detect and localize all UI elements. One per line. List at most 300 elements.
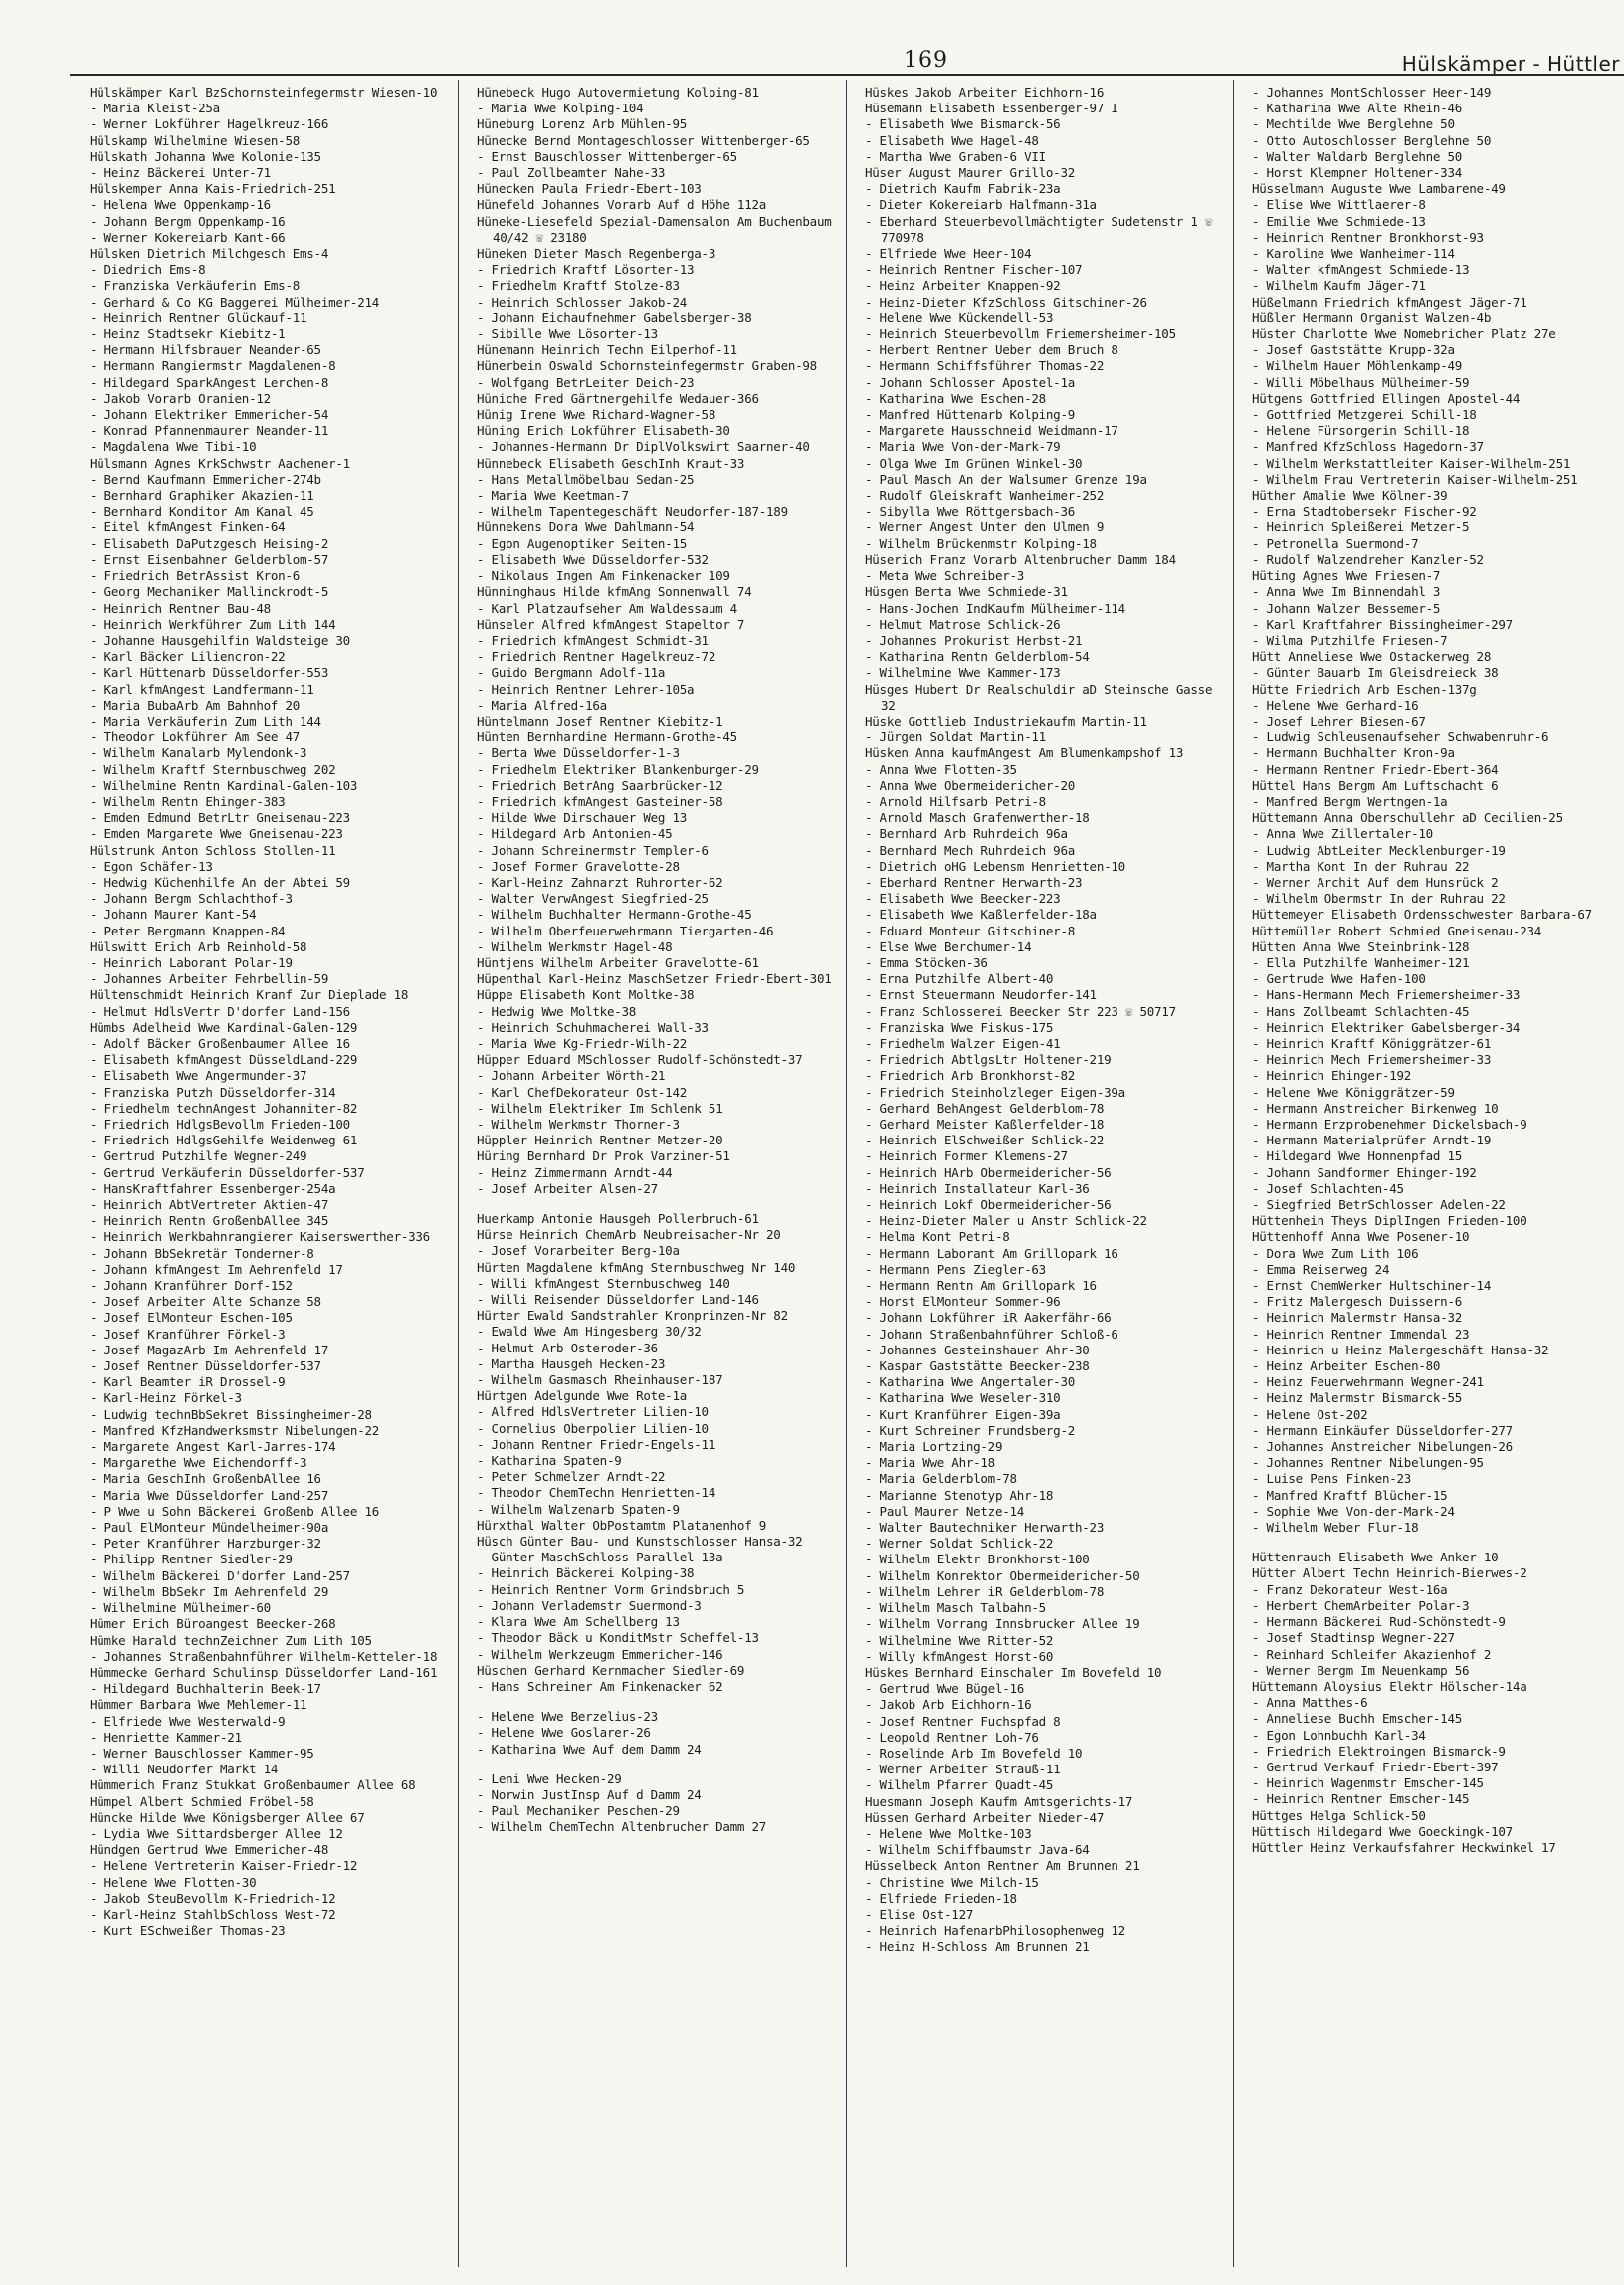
directory-entry: Hüring Bernhard Dr Prok Varziner-51: [477, 1148, 730, 1164]
entry-gap: [477, 1197, 840, 1211]
directory-entry: - Egon Schäfer-13: [90, 858, 213, 874]
directory-entry: - Josef Lehrer Biesen-67: [1252, 713, 1426, 728]
directory-entry: - Friedrich Elektroingen Bismarck-9: [1252, 1743, 1506, 1759]
directory-entry: Hüttges Helga Schlick-50: [1252, 1807, 1426, 1823]
directory-entry: - P Wwe u Sohn Bäckerei Großenb Allee 16: [90, 1503, 380, 1519]
directory-entry: - Eberhard Steuerbevollmächtigter Sudetenstr 1 ☏ 770978: [865, 213, 1213, 245]
directory-column-4: [1233, 80, 1624, 2267]
directory-entry: Hütten Anna Wwe Steinbrink-128: [1252, 938, 1470, 954]
directory-entry: - Maria Lortzing-29: [865, 1439, 1003, 1455]
directory-entry: - Wilhelm Obermstr In der Ruhrau 22: [1252, 891, 1506, 907]
directory-entry: - Günter Bauarb Im Gleisdreieck 38: [1252, 665, 1499, 681]
directory-entry: Hüster Charlotte Wwe Nomebricher Platz 27e: [1252, 326, 1556, 342]
directory-entry: - Heinrich Rentner Emscher-145: [1252, 1791, 1470, 1807]
directory-entry: - Hans Metallmöbelbau Sedan-25: [477, 471, 695, 487]
directory-entry: - Emden Edmund BetrLtr Gneisenau-223: [90, 810, 350, 826]
directory-entry: - Herbert ChemArbeiter Polar-3: [1252, 1597, 1470, 1613]
directory-entry: - Karoline Wwe Wanheimer-114: [1252, 246, 1455, 262]
directory-entry: - Friedrich BetrAng Saarbrücker-12: [477, 777, 723, 793]
directory-entry: - Willi Möbelhaus Mülheimer-59: [1252, 374, 1470, 390]
directory-entry: Hüßler Hermann Organist Walzen-4b: [1252, 310, 1492, 325]
directory-entry: Hüppe Elisabeth Kont Moltke-38: [477, 987, 695, 1003]
directory-entry: Hüpper Eduard MSchlosser Rudolf-Schönstedt-37: [477, 1052, 803, 1068]
page-number: 169: [904, 48, 948, 73]
directory-entry: - Horst ElMonteur Sommer-96: [865, 1294, 1061, 1310]
directory-entry: - Wilhelm Werkzeugm Emmericher-146: [477, 1646, 723, 1662]
directory-entry: Hürten Magdalene kfmAng Sternbuschweg Nr 140: [477, 1259, 796, 1275]
directory-entry: - Helene Wwe Goslarer-26: [477, 1725, 651, 1741]
directory-entry: - Bernhard Graphiker Akazien-11: [90, 488, 314, 504]
directory-entry: - Heinz H-Schloss Am Brunnen 21: [865, 1939, 1090, 1955]
directory-entry: Hüting Agnes Wwe Friesen-7: [1252, 568, 1441, 584]
directory-entry: - Friedrich Arb Bronkhorst-82: [865, 1068, 1075, 1084]
directory-entry: Hüttemann Aloysius Elektr Hölscher-14a: [1252, 1678, 1527, 1694]
directory-entry: Hüniche Fred Gärtnergehilfe Wedauer-366: [477, 390, 759, 406]
directory-entry: - Elise Wwe Wittlaerer-8: [1252, 197, 1426, 213]
directory-entry: - Konrad Pfannenmaurer Neander-11: [90, 423, 329, 439]
directory-entry: - Manfred KfzSchloss Hagedorn-37: [1252, 439, 1484, 455]
directory-entry: - Maria Alfred-16a: [477, 697, 607, 713]
directory-entry: Hünerbein Oswald Schornsteinfegermstr Graben-98: [477, 358, 817, 374]
directory-entry: Hüserich Franz Vorarb Altenbrucher Damm 184: [865, 551, 1176, 567]
directory-entry: Hünecke Bernd Montageschlosser Wittenberger-65: [477, 132, 810, 148]
directory-entry: - Wilhelm Werkmstr Hagel-48: [477, 938, 673, 954]
directory-entry: - Ewald Wwe Am Hingesberg 30/32: [477, 1324, 702, 1340]
directory-entry: - Wilhelm Werkmstr Thorner-3: [477, 1117, 680, 1132]
directory-entry: - Anna Wwe Im Binnendahl 3: [1252, 584, 1441, 600]
directory-entry: - Wilhelm Oberfeuerwehrmann Tiergarten-46: [477, 923, 774, 938]
directory-column-3: [846, 80, 1233, 2267]
directory-entry: - Anna Wwe Obermeidericher-20: [865, 777, 1075, 793]
directory-entry: - Helene Wwe Kückendell-53: [865, 310, 1054, 325]
directory-entry: - Franz Dekorateur West-16a: [1252, 1581, 1448, 1597]
directory-entry: - Karl Bäcker Liliencron-22: [90, 649, 286, 665]
directory-entry: - Martha Hausgeh Hecken-23: [477, 1355, 666, 1371]
directory-entry: - Wilhelm Elektr Bronkhorst-100: [865, 1552, 1090, 1567]
directory-entry: - Johannes-Hermann Dr DiplVolkswirt Saarner-40: [477, 439, 810, 455]
directory-entry: - Maria Wwe Keetman-7: [477, 488, 629, 504]
directory-entry: - Maria Kleist-25a: [90, 101, 220, 116]
directory-entry: - Sibille Wwe Lösorter-13: [477, 326, 658, 342]
directory-entry: - Wilhelm ChemTechn Altenbrucher Damm 27: [477, 1819, 767, 1835]
directory-entry: - Johann Lokführer iR Aakerfähr-66: [865, 1310, 1112, 1326]
directory-entry: - Heinrich Rentner Immendal 23: [1252, 1326, 1470, 1342]
directory-entry: Hüttler Heinz Verkaufsfahrer Heckwinkel 17: [1252, 1839, 1556, 1855]
directory-entry: - Karl-Heinz Förkel-3: [90, 1390, 242, 1406]
directory-entry: - Werner Arbeiter Strauß-11: [865, 1762, 1061, 1777]
directory-entry: - Jakob SteuBevollm K-Friedrich-12: [90, 1890, 336, 1906]
directory-entry: - Wilhelm Kraftf Sternbuschweg 202: [90, 761, 336, 777]
directory-entry: Hüskes Jakob Arbeiter Eichhorn-16: [865, 85, 1105, 100]
directory-entry: Hüppler Heinrich Rentner Metzer-20: [477, 1133, 723, 1148]
running-head: Hülskämper - Hüttler: [1401, 52, 1620, 76]
directory-entry: Hültenschmidt Heinrich Kranf Zur Dieplade 18: [90, 987, 409, 1003]
directory-entry: - Hildegard Arb Antonien-45: [477, 826, 673, 842]
directory-entry: - Heinrich HafenarbPhilosophenweg 12: [865, 1923, 1125, 1939]
directory-entry: - Theodor Bäck u KonditMstr Scheffel-13: [477, 1630, 759, 1646]
directory-entry: - Wilhelmine Wwe Ritter-52: [865, 1632, 1054, 1648]
directory-entry: Hütt Anneliese Wwe Ostackerweg 28: [1252, 649, 1492, 665]
directory-entry: - Jakob Arb Eichhorn-16: [865, 1697, 1032, 1713]
directory-entry: - Wilhelm Werkstattleiter Kaiser-Wilhelm-251: [1252, 455, 1571, 471]
directory-entry: - Christine Wwe Milch-15: [865, 1874, 1039, 1890]
directory-entry: - Helene Wwe Berzelius-23: [477, 1709, 658, 1725]
directory-entry: - Siegfried BetrSchlosser Adelen-22: [1252, 1197, 1506, 1213]
directory-entry: - Hermann Erzprobenehmer Dickelsbach-9: [1252, 1117, 1527, 1132]
directory-entry: - Friedrich kfmAngest Schmidt-31: [477, 632, 709, 648]
directory-entry: - Johann Bergm Schlachthof-3: [90, 891, 293, 907]
directory-entry: - Margarete Hausschneid Weidmann-17: [865, 423, 1118, 439]
directory-entry: - Johannes Straßenbahnführer Wilhelm-Ketteler-18: [90, 1648, 438, 1664]
directory-entry: - Maria Verkäuferin Zum Lith 144: [90, 713, 321, 728]
directory-entry: - Philipp Rentner Siedler-29: [90, 1552, 293, 1567]
directory-entry: Hünninghaus Hilde kfmAng Sonnenwall 74: [477, 584, 752, 600]
directory-entry: - Alfred HdlsVertreter Lilien-10: [477, 1404, 709, 1420]
directory-entry: - Bernhard Konditor Am Kanal 45: [90, 504, 314, 519]
directory-entry: - Willi kfmAngest Sternbuschweg 140: [477, 1275, 730, 1291]
directory-entry: - Ernst ChemWerker Hultschiner-14: [1252, 1278, 1492, 1294]
directory-entry: Hüning Erich Lokführer Elisabeth-30: [477, 423, 730, 439]
directory-entry: - Heinz-Dieter KfzSchloss Gitschiner-26: [865, 294, 1147, 310]
directory-entry: Hütgens Gottfried Ellingen Apostel-44: [1252, 390, 1521, 406]
directory-entry: - Hermann Rangiermstr Magdalenen-8: [90, 358, 336, 374]
directory-entry: - Katharina Wwe Weseler-310: [865, 1390, 1061, 1406]
directory-entry: - Hermann Hilfsbrauer Neander-65: [90, 342, 321, 358]
directory-entry: - Peter Kranführer Harzburger-32: [90, 1536, 321, 1552]
directory-entry: - Ludwig technBbSekret Bissingheimer-28: [90, 1406, 372, 1422]
directory-entry: - Arnold Masch Grafenwerther-18: [865, 810, 1090, 826]
directory-entry: - Johann BbSekretär Tonderner-8: [90, 1245, 314, 1261]
directory-entry: - Berta Wwe Düsseldorfer-1-3: [477, 745, 680, 761]
directory-entry: - Heinz Feuerwehrmann Wegner-241: [1252, 1374, 1484, 1390]
directory-entry: - Martha Wwe Graben-6 VII: [865, 148, 1046, 164]
directory-entry: - Wilhelm Pfarrer Quadt-45: [865, 1777, 1054, 1793]
directory-entry: - Maria Wwe Ahr-18: [865, 1455, 995, 1471]
directory-entry: - Rudolf Walzendreher Kanzler-52: [1252, 551, 1484, 567]
directory-entry: - Karl ChefDekorateur Ost-142: [477, 1084, 687, 1100]
directory-entry: - Leopold Rentner Loh-76: [865, 1729, 1039, 1745]
directory-entry: - Elisabeth Wwe Düsseldorfer-532: [477, 551, 709, 567]
directory-entry: Hüsch Günter Bau- und Kunstschlosser Hansa-32: [477, 1534, 803, 1550]
directory-entry: - Walter VerwAngest Siegfried-25: [477, 891, 709, 907]
directory-entry: - Johann kfmAngest Im Aehrenfeld 17: [90, 1261, 343, 1277]
directory-entry: - Helene Fürsorgerin Schill-18: [1252, 423, 1470, 439]
directory-entry: - Eduard Monteur Gitschiner-8: [865, 923, 1075, 938]
directory-entry: - Emma Reiserweg 24: [1252, 1261, 1390, 1277]
directory-entry: - Josef MagazArb Im Aehrenfeld 17: [90, 1342, 329, 1357]
directory-entry: Hülskath Johanna Wwe Kolonie-135: [90, 148, 321, 164]
directory-entry: - Heinrich Spleißerei Metzer-5: [1252, 519, 1470, 535]
directory-entry: - Heinrich Rentn GroßenbAllee 345: [90, 1213, 329, 1229]
directory-entry: - Friedrich BetrAssist Kron-6: [90, 568, 300, 584]
directory-entry: - Fritz Malergesch Duissern-6: [1252, 1294, 1462, 1310]
directory-entry: - Wilhelm Weber Flur-18: [1252, 1520, 1419, 1536]
directory-entry: - Johannes Arbeiter Fehrbellin-59: [90, 971, 329, 987]
directory-entry: - Hans-Jochen IndKaufm Mülheimer-114: [865, 600, 1125, 616]
directory-entry: - Anna Matthes-6: [1252, 1695, 1368, 1711]
directory-entry: - Adolf Bäcker Großenbaumer Allee 16: [90, 1035, 350, 1051]
directory-entry: Hünten Bernhardine Hermann-Grothe-45: [477, 729, 737, 745]
directory-entry: - Friedrich kfmAngest Gasteiner-58: [477, 793, 723, 809]
directory-entry: - Gerhard BehAngest Gelderblom-78: [865, 1100, 1105, 1116]
directory-entry: - Wilhelm BbSekr Im Aehrenfeld 29: [90, 1583, 329, 1599]
directory-entry: Hüttenhoff Anna Wwe Posener-10: [1252, 1229, 1470, 1245]
directory-entry: - Ernst Eisenbahner Gelderblom-57: [90, 551, 329, 567]
directory-entry: - Johann Schreinermstr Templer-6: [477, 842, 709, 858]
directory-entry: Hümbs Adelheid Wwe Kardinal-Galen-129: [90, 1019, 358, 1035]
directory-entry: - Hermann Rentn Am Grillopark 16: [865, 1278, 1097, 1294]
directory-entry: - Egon Lohnbuchh Karl-34: [1252, 1727, 1426, 1743]
directory-entry: Hünseler Alfred kfmAngest Stapeltor 7: [477, 616, 745, 632]
directory-entry: - Johanne Hausgehilfin Waldsteige 30: [90, 632, 350, 648]
directory-entry: - Heinrich Rentner Bau-48: [90, 600, 271, 616]
directory-entry: - Guido Bergmann Adolf-11a: [477, 665, 666, 681]
directory-entry: - Heinrich HArb Obermeidericher-56: [865, 1164, 1112, 1180]
directory-entry: - Leni Wwe Hecken-29: [477, 1770, 622, 1786]
directory-entry: - Günter MaschSchloss Parallel-13a: [477, 1550, 723, 1565]
directory-entry: Hüneken Dieter Masch Regenberga-3: [477, 246, 716, 262]
directory-entry: - Wilhelm Schiffbaumstr Java-64: [865, 1842, 1090, 1858]
directory-entry: Hüsges Hubert Dr Realschuldir aD Steinsche Gasse 32: [865, 681, 1213, 713]
directory-entry: - Gottfried Metzgerei Schill-18: [1252, 407, 1477, 423]
directory-entry: - Maria Wwe Kg-Friedr-Wilh-22: [477, 1035, 687, 1051]
directory-entry: - Heinz Arbeiter Knappen-92: [865, 278, 1061, 294]
directory-entry: - Heinrich Werkführer Zum Lith 144: [90, 616, 336, 632]
directory-entry: - Heinrich Steuerbevollm Friemersheimer-105: [865, 326, 1176, 342]
directory-entry: - Katharina Wwe Auf dem Damm 24: [477, 1741, 702, 1757]
directory-entry: - Hans Zollbeamt Schlachten-45: [1252, 1003, 1470, 1019]
directory-entry: - Karl Platzaufseher Am Waldessaum 4: [477, 600, 737, 616]
directory-entry: - Elisabeth Wwe Beecker-223: [865, 891, 1061, 907]
directory-entry: - Werner Lokführer Hagelkreuz-166: [90, 116, 329, 132]
directory-entry: Hüsken Anna kaufmAngest Am Blumenkampshof 13: [865, 745, 1184, 761]
directory-entry: - Werner Bergm Im Neuenkamp 56: [1252, 1662, 1470, 1678]
directory-column-1: [70, 80, 458, 2267]
directory-entry: - Anna Wwe Flotten-35: [865, 761, 1017, 777]
directory-entry: - Johann Arbeiter Wörth-21: [477, 1068, 666, 1084]
directory-entry: - Johann Verlademstr Suermond-3: [477, 1597, 702, 1613]
directory-entry: - Sophie Wwe Von-der-Mark-24: [1252, 1503, 1455, 1519]
directory-entry: - Manfred Hüttenarb Kolping-9: [865, 407, 1075, 423]
directory-entry: - Jürgen Soldat Martin-11: [865, 729, 1046, 745]
directory-entry: - Hildegard SparkAngest Lerchen-8: [90, 374, 329, 390]
directory-entry: - Kaspar Gaststätte Beecker-238: [865, 1358, 1090, 1374]
directory-entry: - Josef Stadtinsp Wegner-227: [1252, 1630, 1455, 1646]
directory-entry: Hülskamp Wilhelmine Wiesen-58: [90, 132, 300, 148]
directory-entry: - Johann Sandformer Ehinger-192: [1252, 1164, 1477, 1180]
directory-entry: - Werner Soldat Schlick-22: [865, 1536, 1054, 1552]
directory-entry: - Hermann Anstreicher Birkenweg 10: [1252, 1100, 1499, 1116]
directory-entry: - Gerhard Meister Kaßlerfelder-18: [865, 1117, 1105, 1132]
directory-entry: - Werner Bauschlosser Kammer-95: [90, 1745, 314, 1761]
directory-entry: Hüttisch Hildegard Wwe Goeckingk-107: [1252, 1823, 1513, 1839]
directory-entry: - Elfriede Wwe Heer-104: [865, 246, 1032, 262]
directory-entry: - Johannes MontSchlosser Heer-149: [1252, 85, 1492, 100]
directory-entry: - Hedwig Wwe Moltke-38: [477, 1003, 637, 1019]
directory-entry: - Wilhelm Lehrer iR Gelderblom-78: [865, 1583, 1105, 1599]
directory-entry: - Wilhelm Konrektor Obermeidericher-50: [865, 1567, 1140, 1583]
directory-entry: - Maria GeschInh GroßenbAllee 16: [90, 1471, 321, 1487]
directory-entry: - Helene Vertreterin Kaiser-Friedr-12: [90, 1858, 358, 1874]
directory-entry: - Cornelius Oberpolier Lilien-10: [477, 1420, 709, 1436]
directory-entry: Hünebeck Hugo Autovermietung Kolping-81: [477, 85, 759, 100]
directory-entry: Hüttemüller Robert Schmied Gneisenau-234: [1252, 923, 1542, 938]
directory-entry: - Helene Ost-202: [1252, 1406, 1368, 1422]
directory-entry: - Wilhelm Rentn Ehinger-383: [90, 793, 286, 809]
directory-entry: - Emma Stöcken-36: [865, 954, 988, 970]
directory-entry: Hüttenrauch Elisabeth Wwe Anker-10: [1252, 1550, 1499, 1565]
directory-entry: - Heinz Zimmermann Arndt-44: [477, 1164, 673, 1180]
directory-entry: - Bernhard Arb Ruhrdeich 96a: [865, 826, 1068, 842]
directory-entry: - Johannes Prokurist Herbst-21: [865, 632, 1083, 648]
directory-entry: - Wilhelm Hauer Möhlenkamp-49: [1252, 358, 1462, 374]
directory-entry: - Franziska Wwe Fiskus-175: [865, 1019, 1054, 1035]
directory-entry: - Heinrich Rentner Fischer-107: [865, 262, 1083, 278]
directory-entry: Hürtgen Adelgunde Wwe Rote-1a: [477, 1388, 687, 1404]
directory-entry: - Werner Archit Auf dem Hunsrück 2: [1252, 874, 1499, 890]
directory-entry: - Paul ElMonteur Mündelheimer-90a: [90, 1520, 329, 1536]
directory-entry: - Eberhard Rentner Herwarth-23: [865, 874, 1083, 890]
directory-entry: - Wilhelm Tapentegeschäft Neudorfer-187-189: [477, 504, 788, 519]
directory-entry: - Werner Kokereiarb Kant-66: [90, 229, 286, 245]
directory-entry: - Wilhelmine Wwe Kammer-173: [865, 665, 1061, 681]
directory-entry: - Elisabeth Wwe Angermunder-37: [90, 1068, 307, 1084]
directory-entry: - Emilie Wwe Schmiede-13: [1252, 213, 1426, 229]
directory-entry: Hünig Irene Wwe Richard-Wagner-58: [477, 407, 716, 423]
directory-entry: - Gertrud Verkäuferin Düsseldorfer-537: [90, 1164, 365, 1180]
directory-entry: Hüßelmann Friedrich kfmAngest Jäger-71: [1252, 294, 1527, 310]
directory-entry: - Josef Vorarbeiter Berg-10a: [477, 1243, 680, 1259]
directory-entry: - Olga Wwe Im Grünen Winkel-30: [865, 455, 1083, 471]
directory-entry: Hütte Friedrich Arb Eschen-137g: [1252, 681, 1477, 697]
directory-entry: - Meta Wwe Schreiber-3: [865, 568, 1025, 584]
directory-entry: - Hermann Buchhalter Kron-9a: [1252, 745, 1455, 761]
directory-entry: Hümer Erich Büroangest Beecker-268: [90, 1616, 336, 1632]
directory-entry: Hüssen Gerhard Arbeiter Nieder-47: [865, 1809, 1105, 1825]
directory-entry: - Sibylla Wwe Röttgersbach-36: [865, 504, 1075, 519]
directory-entry: Hülskemper Anna Kais-Friedrich-251: [90, 181, 336, 197]
directory-entry: Hülswitt Erich Arb Reinhold-58: [90, 938, 307, 954]
directory-entry: Hümmecke Gerhard Schulinsp Düsseldorfer Land-161: [90, 1664, 438, 1680]
directory-entry: - Heinrich Rentner Glückauf-11: [90, 310, 307, 325]
directory-entry: - Maria Wwe Düsseldorfer Land-257: [90, 1487, 329, 1503]
directory-entry: - Wilhelm Buchhalter Hermann-Grothe-45: [477, 907, 752, 923]
directory-entry: Hündgen Gertrud Wwe Emmericher-48: [90, 1842, 329, 1858]
directory-entry: - Elisabeth DaPutzgesch Heising-2: [90, 535, 329, 551]
directory-entry: - Manfred Kraftf Blücher-15: [1252, 1487, 1448, 1503]
directory-entry: Hüsselbeck Anton Rentner Am Brunnen 21: [865, 1858, 1140, 1874]
directory-entry: - Heinz Stadtsekr Kiebitz-1: [90, 326, 286, 342]
page-header: [70, 48, 1624, 76]
directory-entry: - Hans Schreiner Am Finkenacker 62: [477, 1678, 723, 1694]
directory-entry: - Johann Straßenbahnführer Schloß-6: [865, 1326, 1118, 1342]
directory-entry: - Hedwig Küchenhilfe An der Abtei 59: [90, 874, 350, 890]
directory-entry: - Gertrud Putzhilfe Wegner-249: [90, 1148, 307, 1164]
directory-entry: - Ernst Bauschlosser Wittenberger-65: [477, 148, 737, 164]
directory-entry: - Heinrich Laborant Polar-19: [90, 954, 293, 970]
directory-entry: - Theodor Lokführer Am See 47: [90, 729, 300, 745]
directory-entry: - Wilhelm Vorrang Innsbrucker Allee 19: [865, 1616, 1140, 1632]
directory-entry: - Wilhelmine Mülheimer-60: [90, 1600, 271, 1616]
directory-entry: - Heinrich Lokf Obermeidericher-56: [865, 1197, 1112, 1213]
directory-entry: - Johann Maurer Kant-54: [90, 907, 257, 923]
directory-entry: - Wilma Putzhilfe Friesen-7: [1252, 632, 1448, 648]
directory-entry: - Heinrich Mech Friemersheimer-33: [1252, 1052, 1492, 1068]
directory-entry: Hüttenhein Theys DiplIngen Frieden-100: [1252, 1213, 1527, 1229]
directory-entry: - Elfriede Wwe Westerwald-9: [90, 1713, 286, 1729]
directory-entry: - Erna Putzhilfe Albert-40: [865, 971, 1054, 987]
directory-entry: Hümke Harald technZeichner Zum Lith 105: [90, 1632, 372, 1648]
directory-entry: - Elisabeth kfmAngest DüsseldLand-229: [90, 1052, 358, 1068]
directory-entry: - Johannes Rentner Nibelungen-95: [1252, 1455, 1484, 1471]
directory-entry: - Hermann Materialprüfer Arndt-19: [1252, 1133, 1492, 1148]
directory-entry: - Wilhelm Brückenmstr Kolping-18: [865, 535, 1097, 551]
directory-entry: - Hildegard Buchhalterin Beek-17: [90, 1681, 321, 1697]
directory-entry: - Heinrich Wagenmstr Emscher-145: [1252, 1775, 1484, 1791]
directory-entry: - Ella Putzhilfe Wanheimer-121: [1252, 954, 1470, 970]
directory-entry: - Arnold Hilfsarb Petri-8: [865, 793, 1046, 809]
directory-entry: Hüpenthal Karl-Heinz MaschSetzer Friedr-Ebert-301: [477, 971, 832, 987]
directory-entry: - Egon Augenoptiker Seiten-15: [477, 535, 687, 551]
directory-entry: - Lydia Wwe Sittardsberger Allee 12: [90, 1825, 343, 1841]
header-rule: [70, 74, 1624, 76]
directory-entry: - Otto Autoschlosser Berglehne 50: [1252, 132, 1492, 148]
directory-entry: - Gertrud Wwe Bügel-16: [865, 1681, 1025, 1697]
directory-entry: Hürse Heinrich ChemArb Neubreisacher-Nr 20: [477, 1227, 781, 1243]
directory-entry: - Hilde Wwe Dirschauer Weg 13: [477, 810, 687, 826]
directory-entry: - Kurt Kranführer Eigen-39a: [865, 1406, 1061, 1422]
directory-entry: - Friedrich Kraftf Lösorter-13: [477, 262, 695, 278]
directory-entry: Hüsgen Berta Wwe Schmiede-31: [865, 584, 1068, 600]
directory-entry: - Heinrich Bäckerei Kolping-38: [477, 1565, 695, 1581]
directory-entry: Hüncke Hilde Wwe Königsberger Allee 67: [90, 1809, 365, 1825]
directory-entry: - Ernst Steuermann Neudorfer-141: [865, 987, 1097, 1003]
directory-entry: - Josef Schlachten-45: [1252, 1180, 1404, 1196]
directory-entry: - Helena Wwe Oppenkamp-16: [90, 197, 271, 213]
directory-entry: - Friedhelm Elektriker Blankenburger-29: [477, 761, 759, 777]
directory-entry: - Wilhelm Gasmasch Rheinhauser-187: [477, 1372, 723, 1388]
directory-entry: Hünefeld Johannes Vorarb Auf d Höhe 112a: [477, 197, 767, 213]
directory-entry: - Bernd Kaufmann Emmericher-274b: [90, 471, 321, 487]
directory-entry: Hünnekens Dora Wwe Dahlmann-54: [477, 519, 695, 535]
directory-entry: - Helmut Arb Osteroder-36: [477, 1340, 658, 1355]
directory-entry: Hüneburg Lorenz Arb Mühlen-95: [477, 116, 687, 132]
directory-entry: - Franziska Verkäuferin Ems-8: [90, 278, 300, 294]
directory-entry: - Klara Wwe Am Schellberg 13: [477, 1614, 680, 1630]
directory-entry: - Heinrich Installateur Karl-36: [865, 1180, 1090, 1196]
directory-entry: - Else Wwe Berchumer-14: [865, 938, 1032, 954]
directory-entry: - Johann Schlosser Apostel-1a: [865, 374, 1075, 390]
directory-entry: - Elfriede Frieden-18: [865, 1890, 1017, 1906]
directory-entry: - Paul Masch An der Walsumer Grenze 19a: [865, 471, 1147, 487]
directory-entry: - Heinrich Werkbahnrangierer Kaiserswerther-336: [90, 1229, 430, 1245]
directory-entry: - Johann Kranführer Dorf-152: [90, 1278, 293, 1294]
directory-entry: Huerkamp Antonie Hausgeh Pollerbruch-61: [477, 1211, 759, 1227]
entry-gap: [477, 1695, 840, 1709]
directory-entry: - Eitel kfmAngest Finken-64: [90, 519, 286, 535]
directory-entry: - Helma Kont Petri-8: [865, 1229, 1010, 1245]
directory-entry: - Friedrich Rentner Hagelkreuz-72: [477, 649, 716, 665]
directory-entry: - Dora Wwe Zum Lith 106: [1252, 1245, 1419, 1261]
directory-entry: - Josef Gaststätte Krupp-32a: [1252, 342, 1455, 358]
directory-entry: - Ludwig Schleusenaufseher Schwabenruhr-6: [1252, 729, 1549, 745]
directory-entry: - Margarethe Wwe Eichendorff-3: [90, 1455, 307, 1471]
directory-entry: - Hans-Hermann Mech Friemersheimer-33: [1252, 987, 1521, 1003]
directory-entry: - Elisabeth Wwe Bismarck-56: [865, 116, 1061, 132]
directory-entry: - Helmut HdlsVertr D'dorfer Land-156: [90, 1003, 350, 1019]
directory-entry: - Norwin JustInsp Auf d Damm 24: [477, 1786, 702, 1802]
directory-entry: Hülstrunk Anton Schloss Stollen-11: [90, 842, 336, 858]
